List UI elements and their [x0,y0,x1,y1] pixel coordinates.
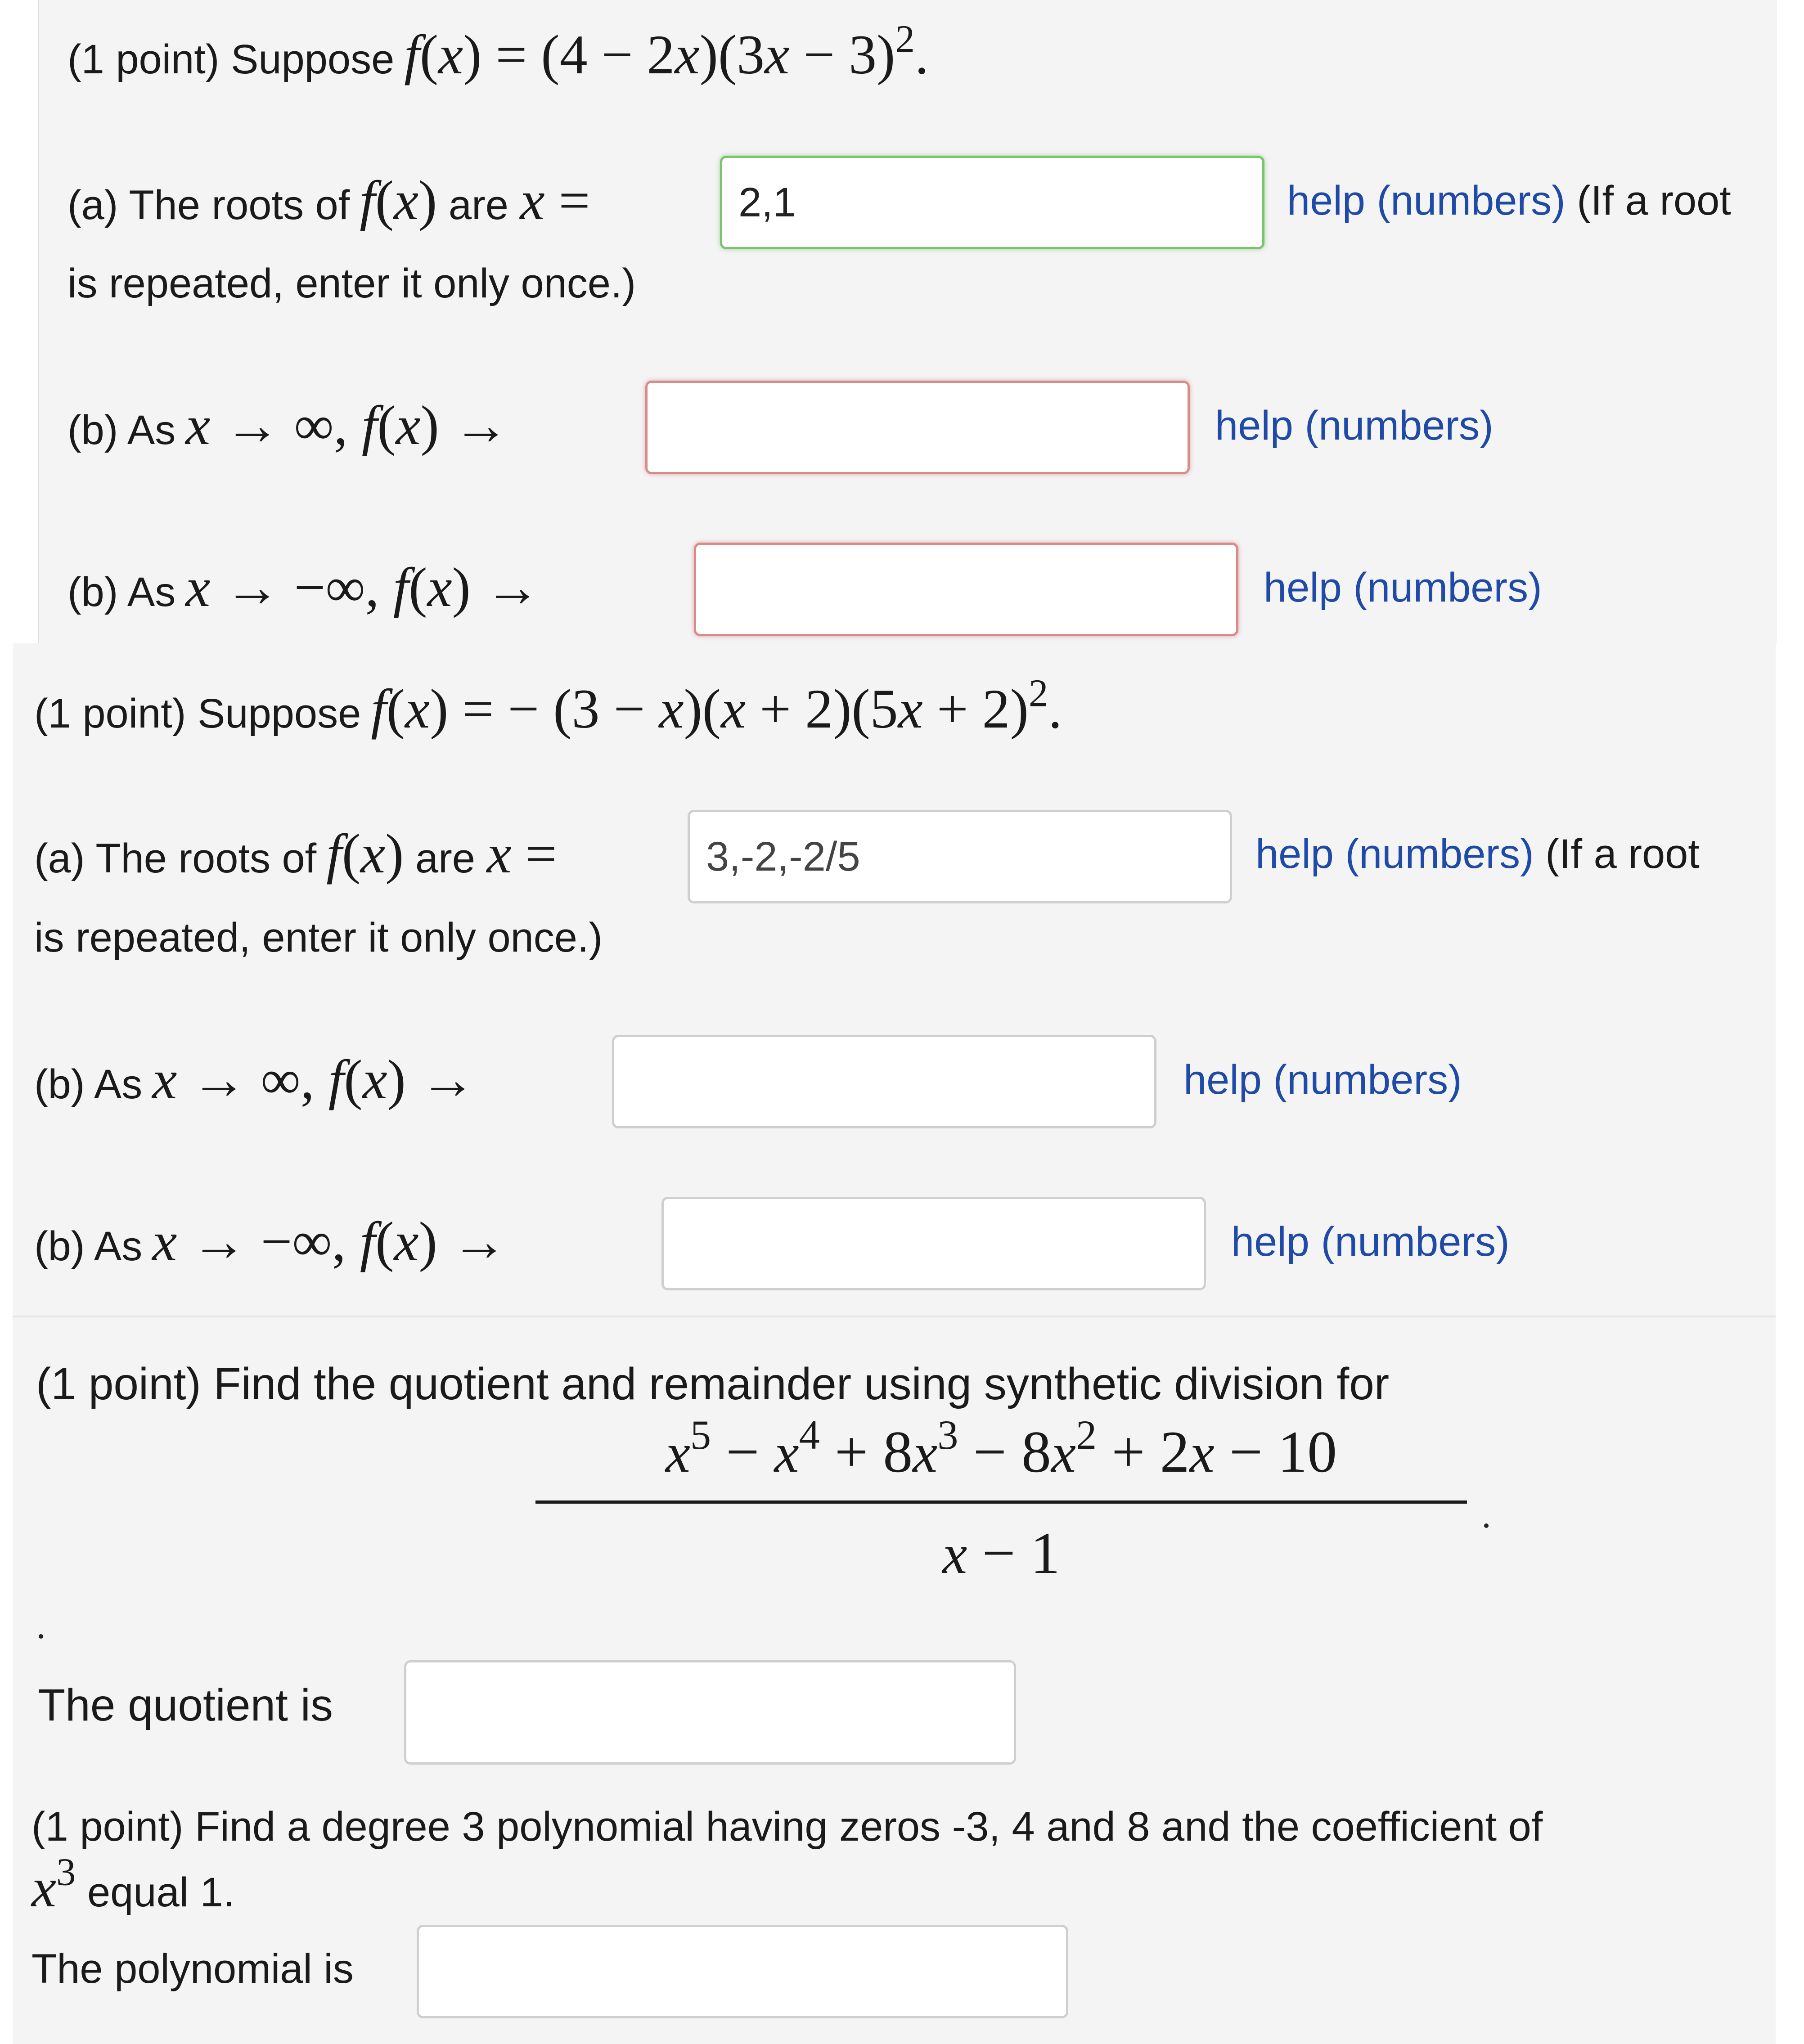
problem-2-statement: (1 point) Suppose f(x) = − $(3 - x)(x + 2)(5x + 2)^2$. [34,671,1062,740]
problem-1-repeat-note: is repeated, enter it only once.) [67,261,636,306]
problem-4-intro: (1 point) Find a degree 3 polynomial having zeros -3, 4 and 8 and the coefficient of [31,1804,1543,1850]
problem-2-intro: (1 point) Suppose [34,691,361,737]
fraction-bar [535,1500,1467,1504]
fraction-denominator: x − 1 [942,1520,1060,1586]
problem-1-statement: (1 point) Suppose $f(x) = (4 - 2x)(3x - 3)^2$. [67,17,929,85]
problem-1-part-b2-prompt: (b) As x → −∞, f(x) → [67,557,540,618]
problem-2-repeat-note: is repeated, enter it only once.) [34,915,603,961]
problem-1-part-b1-prompt: (b) As x → ∞, f(x) → [67,395,509,456]
problem-1-limit-pos-infinity-input[interactable] [645,381,1190,474]
problem-3-quotient-input[interactable] [404,1660,1016,1765]
problem-1-limit-neg-infinity-input[interactable] [694,543,1238,636]
problem-4-polynomial-label: The polynomial is [31,1946,354,1992]
problem-1-limit-pos-help-link[interactable]: help (numbers) [1215,403,1494,449]
problem-4-polynomial-input[interactable] [417,1925,1068,2018]
synthetic-division-fraction: $x^5 - x^4 + 8x^3 - 8x^2 + 2x - 10$ x − 1 [535,1417,1480,1597]
problem-3-intro: (1 point) Find the quotient and remainder using synthetic division for [36,1359,1390,1409]
problem-1-roots-help-link[interactable]: help (numbers) (If a root [1287,178,1731,224]
problem-1-roots-input[interactable] [720,156,1264,249]
problem-2-limit-neg-help-link[interactable]: help (numbers) [1231,1219,1510,1265]
problem-2-roots-help-link[interactable]: help (numbers) (If a root [1255,831,1700,877]
problem-1-part-a-prompt: (a) The roots of f(x) are x = [67,170,590,231]
fraction-period [1484,1523,1489,1528]
problem-4-coefficient-line: $x^3$ equal 1. [31,1850,235,1918]
problem-2-limit-pos-help-link[interactable]: help (numbers) [1183,1057,1462,1103]
problem-2-part-b2-prompt: (b) As x → −∞, f(x) → [34,1211,507,1272]
problem-2-limit-neg-infinity-input[interactable] [661,1197,1206,1290]
problem-3-quotient-label: The quotient is [38,1680,333,1730]
decorative-dot [39,1634,43,1639]
problem-2-part-a-prompt: (a) The roots of f(x) are x = [34,823,557,885]
problem-2-part-b1-prompt: (b) As x → ∞, f(x) → [34,1049,476,1110]
problem-2-roots-input[interactable] [688,810,1232,903]
problem-1-limit-neg-help-link[interactable]: help (numbers) [1264,565,1542,611]
problem-1-intro: (1 point) Suppose [67,36,395,82]
problem-2-limit-pos-infinity-input[interactable] [612,1035,1156,1128]
